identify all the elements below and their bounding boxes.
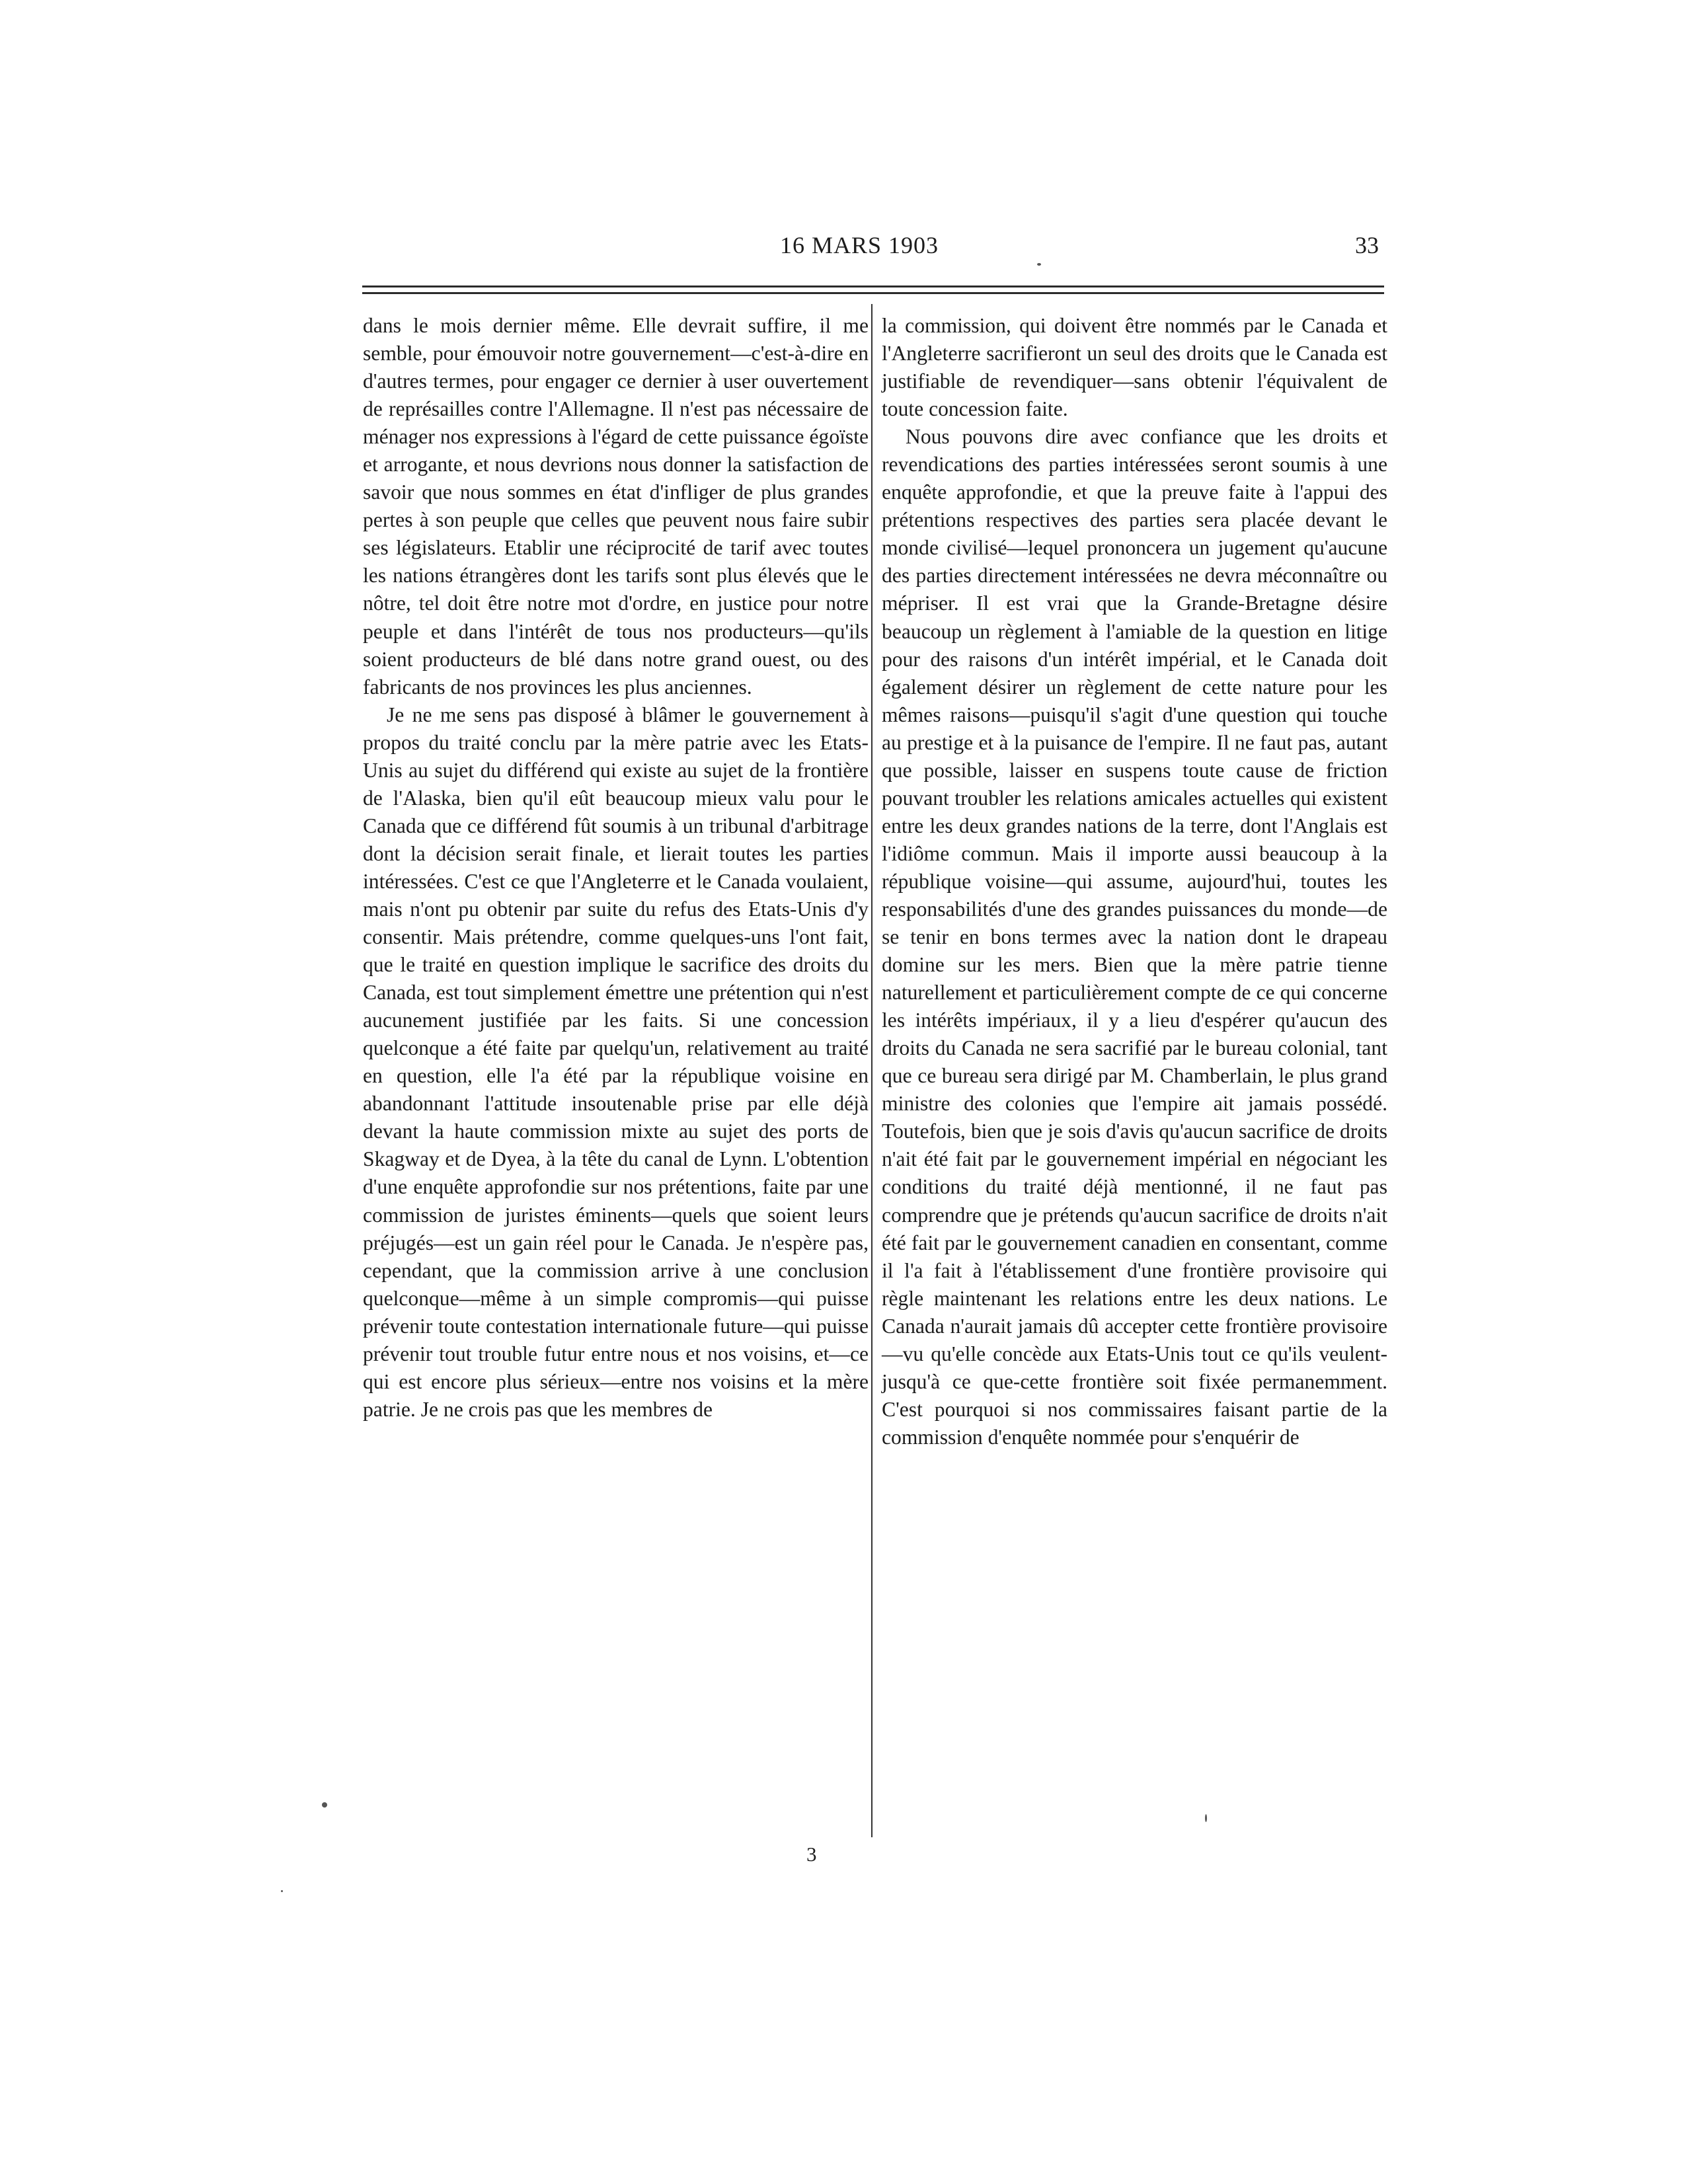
ink-speck [281,1890,283,1892]
signature-mark: 3 [806,1843,817,1866]
right-column [882,312,1387,1451]
header-rule-bottom [362,292,1384,294]
ink-speck [1037,263,1041,266]
ink-speck [1205,1814,1207,1822]
page-number-header: 33 [1355,232,1379,258]
left-paragraph-1: dans le mois dernier même. Elle devrait suffire, il me semble, pour émouvoir notre gouvernement—c'est-à-dire en d'autres termes, pour engager ce dernier à user ouvertement de représailles contre l'Allemagne. Il n'est pas nécessaire de ménager nos expressions à l'égard de cette puissance égoïste et arrogante, et nous devrions nous donner la satisfaction de savoir que nous sommes en état d'infliger de plus grandes pertes à son peuple que celles que peuvent nous faire subir ses législateurs. Etablir une réciprocité de tarif avec toutes les nations étrangères dont les tarifs sont plus élevés que le nôtre, tel doit être notre mot d'ordre, en justice pour notre peuple et dans l'intérêt de tous nos producteurs—qu'ils soient producteurs de blé dans notre grand ouest, ou des fabricants de nos provinces les plus anciennes. [363,314,869,699]
right-paragraph-1: la commission, qui doivent être nommés par le Canada et l'Angleterre sacrifieront un seul des droits que le Canada est justifiable de revendiquer—sans obtenir l'équivalent de toute concession faite. [882,314,1387,421]
left-column [363,312,869,1424]
column-divider [871,304,873,1837]
right-paragraph-2: Nous pouvons dire avec confiance que les droits et revendications des parties intéressées seront soumis à une enquête approfondie, et que la preuve faite à l'appui des prétentions respectives des parties sera placée devant le monde civilisé—lequel prononcera un jugement qu'aucune des parties directement intéressées ne devra méconnaître ou mépriser. Il est vrai que la Grande-Bretagne désire beaucoup un règlement à l'amiable de la question en litige pour des raisons d'un intérêt impérial, et le Canada doit également désirer un règlement de cette nature pour les mêmes raisons—puisqu'il s'agit d'une question qui touche au prestige et à la puisance de l'empire. Il ne faut pas, autant que possible, laisser en suspens toute cause de friction pouvant troubler les relations amicales actuelles qui existent entre les deux grandes nations de la terre, dont l'Anglais est l'idiôme commun. Mais il importe aussi beaucoup à la république voisine—qui assume, aujourd'hui, toutes les responsabilités d'une des grandes puissances du monde—de se tenir en bons termes avec la nation dont le drapeau domine sur les mers. Bien que la mère patrie tienne naturellement et particulièrement compte de ce qui concerne les intérêts impériaux, il y a lieu d'espérer qu'aucun des droits du Canada ne sera sacrifié par le bureau colonial, tant que ce bureau sera dirigé par M. Chamberlain, le plus grand ministre des colonies que l'empire ait jamais possédé. Toutefois, bien que je sois d'avis qu'aucun sacrifice de droits n'ait été fait par le gouvernement impérial en négociant les conditions du traité déjà mentionné, il ne faut pas comprendre que je prétends qu'aucun sacrifice de droits n'ait été fait par le gouvernement canadien en consentant, comme il l'a fait à l'établissement d'une frontière provisoire qui règle maintenant les relations entre les deux nations. Le Canada n'aurait jamais dû accepter cette frontière provisoire—vu qu'elle concède aux Etats-Unis tout ce qu'ils veulent-jusqu'à ce que-cette frontière soit fixée permanemment. C'est pourquoi si nos commissaires faisant partie de la commission d'enquête nommée pour s'enquérir de [882,425,1387,1449]
ink-speck [322,1802,327,1808]
running-header-date: 16 MARS 1903 [780,232,939,258]
header-rule-top [362,286,1384,287]
left-paragraph-2: Je ne me sens pas disposé à blâmer le gouvernement à propos du traité conclu par la mère patrie avec les Etats-Unis au sujet du différend qui existe au sujet de la frontière de l'Alaska, bien qu'il eût beaucoup mieux valu pour le Canada que ce différend fût soumis à un tribunal d'arbitrage dont la décision serait finale, et lierait toutes les parties intéressées. C'est ce que l'Angleterre et le Canada voulaient, mais n'ont pu obtenir par suite du refus des Etats-Unis d'y consentir. Mais prétendre, comme quelques-uns l'ont fait, que le traité en question implique le sacrifice des droits du Canada, est tout simplement émettre une prétention qui n'est aucunement justifiée par les faits. Si une concession quelconque a été faite par quelqu'un, relativement au traité en question, elle l'a été par la république voisine en abandonnant l'attitude insoutenable prise par elle déjà devant la haute commission mixte au sujet des ports de Skagway et de Dyea, à la tête du canal de Lynn. L'obtention d'une enquête approfondie sur nos prétentions, faite par une commission de juristes éminents—quels que soient leurs préjugés—est un gain réel pour le Canada. Je n'espère pas, cependant, que la commission arrive à une conclusion quelconque—même à un simple compromis—qui puisse prévenir toute contestation internationale future—qui puisse prévenir tout trouble futur entre nous et nos voisins, et—ce qui est encore plus sérieux—entre nos voisins et la mère patrie. Je ne crois pas que les membres de [363,703,869,1421]
